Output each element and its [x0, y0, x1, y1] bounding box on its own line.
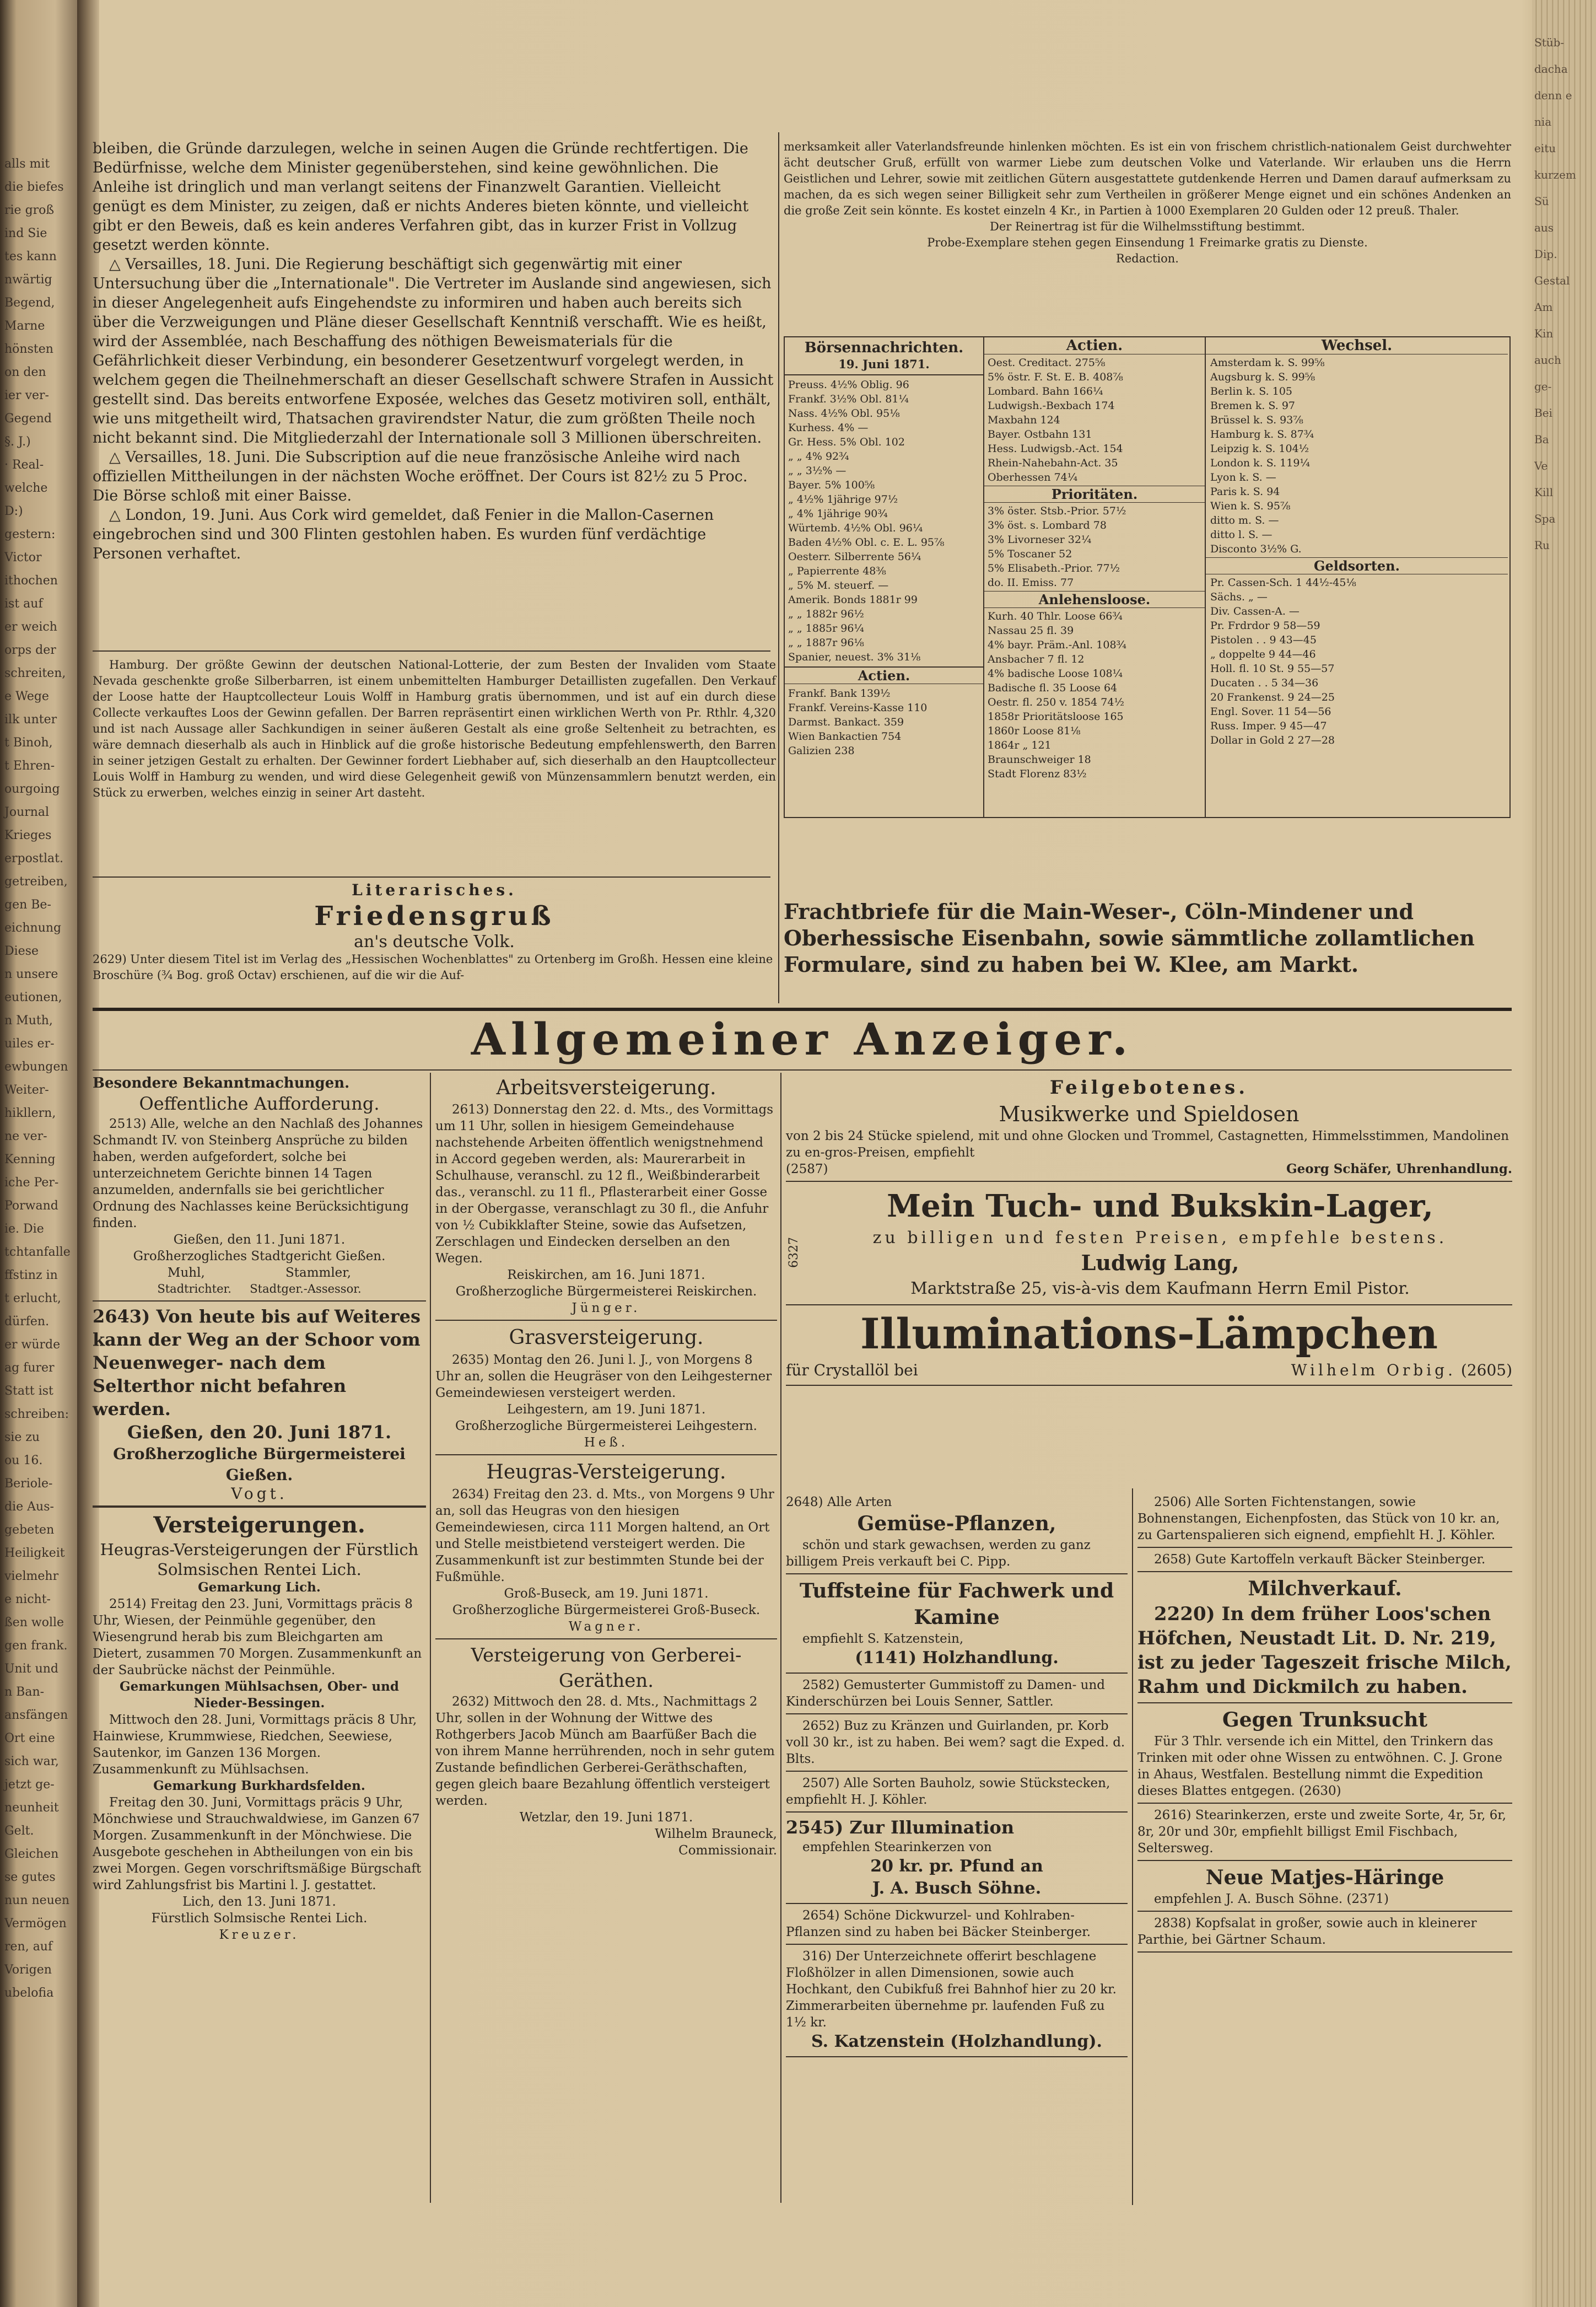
quote-row: 5% östr. F. St. E. B. 408⅞ — [988, 371, 1123, 383]
quote-row: Sächs. „ — — [1210, 591, 1268, 603]
quote-row: „ „ 3½% — — [788, 465, 846, 477]
ad-buz — [786, 1718, 1128, 1767]
literary-subtitle: an's deutsche Volk. — [354, 932, 515, 951]
left-page-fragment: se gutes — [4, 1870, 56, 1884]
quote-row: Holl. fl. 10 St. 9 55—57 — [1210, 663, 1335, 675]
quote-row: 3% Livorneser 32¼ — [988, 534, 1092, 546]
left-page-fragment: ubelofia — [4, 1986, 54, 2000]
left-page-fragment: n Muth, — [4, 1014, 53, 1028]
ad-gem — [786, 1494, 1128, 1570]
rule — [786, 1573, 1128, 1574]
ad-body: empfehlen J. A. Busch Söhne. (2371) — [1154, 1892, 1389, 1906]
ad-b3: J. A. Busch Söhne. — [872, 1879, 1042, 1898]
ad-trunk — [1137, 1707, 1512, 1799]
ad-body: 2654) Schöne Dickwurzel- und Kohlraben-Pflanzen sind zu haben bei Bäcker Steinberger. — [786, 1908, 1091, 1939]
ad-floss — [786, 1948, 1128, 2053]
notice-title: Arbeitsversteigerung. — [496, 1077, 716, 1099]
left-page-fragment: eichnung — [4, 921, 62, 935]
rule — [93, 650, 770, 652]
left-page-fragment: orps der — [4, 643, 56, 657]
left-page-fragment: getreiben, — [4, 875, 68, 889]
literary-title: Friedensgruß — [314, 901, 554, 932]
left-page-fragment: · Real- — [4, 458, 44, 472]
ad-body: 2582) Gemusterter Gummistoff zu Damen- und Kinderschürzen bei Louis Senner, Sattler. — [786, 1678, 1106, 1709]
quote-row: „ 4½% 1jährige 97½ — [788, 493, 898, 506]
right-page-fragment: Stüb- — [1534, 36, 1565, 49]
left-page-fragment: Gelt. — [4, 1824, 34, 1838]
ad-title: Neue Matjes-Häringe — [1205, 1866, 1444, 1889]
left-page-fragment: iche Per- — [4, 1176, 59, 1190]
left-page-fragment: Vermögen — [4, 1917, 67, 1930]
quote-row: Disconto 3½% G. — [1210, 543, 1302, 555]
anl-list — [984, 608, 1205, 782]
left-page-fragment: ourgoing — [4, 782, 60, 796]
left-page-fragment: gen Be- — [4, 898, 51, 912]
ad-b2: (1141) Holzhandlung. — [855, 1648, 1059, 1668]
ad-body: schön und stark gewachsen, werden zu ganz billigem Preis verkauft bei C. Pipp. — [786, 1538, 1091, 1569]
right-page-fragment: denn e — [1534, 89, 1572, 102]
quote-row: Badische fl. 35 Loose 64 — [988, 682, 1118, 694]
right-page-fragment: Ba — [1534, 433, 1549, 446]
right-page-edge — [1532, 0, 1596, 2307]
left-page-fragment: ilk unter — [4, 713, 57, 727]
section-heading: Versteigerungen. — [153, 1512, 365, 1538]
quote-row: Oest. Creditact. 275⅝ — [988, 357, 1106, 369]
prior-list — [984, 503, 1205, 591]
left-page-fragment: Weiter- — [4, 1083, 49, 1097]
quote-row: Maxbahn 124 — [988, 414, 1060, 426]
left-page-fragment: Gleichen — [4, 1847, 59, 1861]
quote-row: Ducaten . . 5 34—36 — [1210, 677, 1319, 689]
notice-title: Heugras-Versteigerung. — [486, 1461, 726, 1483]
ad-mat — [1137, 1864, 1512, 1907]
quote-row: Würtemb. 4½% Obl. 96¼ — [788, 522, 923, 534]
prior-title: Prioritäten. — [984, 486, 1205, 503]
news-column — [93, 139, 776, 563]
quote-row: „ 4% 1jährige 90¾ — [788, 508, 888, 520]
ad-ill — [786, 1816, 1128, 1900]
quote-row: 1864r „ 121 — [988, 739, 1052, 751]
quote-row: Stadt Florenz 83½ — [988, 768, 1087, 780]
left-page-fragment: die Aus- — [4, 1500, 54, 1514]
quote-row: „ „ 4% 92¾ — [788, 450, 849, 463]
quote-row: Baden 4½% Obl. c. E. L. 95⅞ — [788, 536, 945, 548]
quote-row: Lyon k. S. — — [1210, 471, 1276, 483]
wechsel-list — [1206, 354, 1508, 557]
rule — [93, 1069, 1512, 1071]
quote-row: Frankf. Vereins-Kasse 110 — [788, 702, 928, 714]
notice-title: Versteigerung von Gerberei-Geräthen. — [471, 1644, 742, 1692]
left-page-fragment: er würde — [4, 1338, 61, 1352]
left-page-edge — [0, 0, 83, 2307]
ad-column-5 — [1137, 1494, 1512, 1956]
quote-row: Pr. Cassen-Sch. 1 44½-45⅛ — [1210, 577, 1356, 589]
ad-b2: S. Katzenstein (Holzhandlung). — [811, 2032, 1102, 2051]
left-page-fragment: n unsere — [4, 967, 58, 981]
geld-title: Geldsorten. — [1206, 557, 1508, 574]
quote-row: Augsburg k. S. 99⅝ — [1210, 371, 1315, 383]
quote-row: Leipzig k. S. 104½ — [1210, 443, 1309, 455]
right-page-fragment: auch — [1534, 353, 1561, 367]
rule — [1137, 1571, 1512, 1572]
literary-heading: Literarisches. — [352, 881, 517, 899]
ad-body: 2507) Alle Sorten Bauholz, sowie Stückstecken, empfiehlt H. J. Köhler. — [786, 1776, 1110, 1807]
quote-row: Hamburg k. S. 87¾ — [1210, 428, 1314, 440]
left-page-fragment: Marne — [4, 319, 45, 333]
left-page-fragment: ier ver- — [4, 389, 49, 402]
quote-row: London k. S. 119¼ — [1210, 457, 1310, 469]
left-page-fragment: erpostlat. — [4, 852, 63, 865]
left-page-fragment: jetzt ge- — [4, 1778, 55, 1792]
bond-list — [785, 375, 983, 666]
left-page-fragment: gebeten — [4, 1523, 55, 1537]
quote-row: Pistolen . . 9 43—45 — [1210, 634, 1317, 646]
quote-row: Div. Cassen-A. — — [1210, 605, 1300, 617]
quote-row: 5% Elisabeth.-Prior. 77½ — [988, 562, 1120, 574]
left-page-fragment: tes kann — [4, 250, 57, 263]
right-page-fragment: Bei — [1534, 406, 1552, 420]
ad-dick — [786, 1907, 1128, 1940]
quote-row: „ „ 1882r 96½ — [788, 608, 864, 620]
left-page-fragment: nwärtig — [4, 273, 52, 287]
quote-row: Braunschweiger 18 — [988, 754, 1091, 766]
quote-row: Bayer. Ostbahn 131 — [988, 428, 1092, 440]
left-page-fragment: vielmehr — [4, 1569, 59, 1583]
quote-row: Ansbacher 7 fl. 12 — [988, 653, 1085, 665]
quote-row: 5% Toscaner 52 — [988, 548, 1072, 560]
column-rule — [780, 1073, 781, 2203]
quote-row: Russ. Imper. 9 45—47 — [1210, 720, 1327, 732]
news-para: bleiben, die Gründe darzulegen, welche in seinen Augen die Gründe rechtfertigen. Die Bedürfnisse, welche dem Minister gegenüberstehen, sind keine gewöhnlichen. Die Anleihe ist dringlich und man verlangt seitens der Finanzwelt Garantien. Vielleicht genügt es dem Minister, zu zeigen, daß er nichts Anderes bieten könnte, und vielleicht gibt er den Beweis, daß es kein anderes Verfahren gibt, das in kurzer Frist in Vollzug gesetzt werden könnte. — [93, 140, 749, 254]
left-page-fragment: hönsten — [4, 342, 53, 356]
literary-continuation: merksamkeit aller Vaterlandsfreunde hinlenken möchten. Es ist ein von frischem christlich-nationalem Geist durchwehter ächt deutscher Gruß, erfüllt von warmer Liebe zum deutschen Volke und Vaterlande. Wir erlauben uns die Herrn Geistlichen und Lehrer, sowie mit zeitlichen Gütern ausgestattete gutdenkende Herren und Damen darauf aufmerksam zu machen, da es sich wegen seiner Billigkeit sehr zum Vertheilen in größerer Menge eignet und ein schönes Andenken an die große Zeit sein könnte. Es kostet einzeln 4 Kr., in Partien à 1000 Exemplaren 20 Gulden oder 12 preuß. Thaler. Der Reinertrag ist für die Wilhelmsstiftung bestimmt. Probe-Exemplare stehen gegen Einsendung 1 Freimarke gratis zu Dienste. Redaction. — [784, 140, 1511, 265]
right-page-fragment: ge- — [1534, 380, 1552, 393]
quote-row: Engl. Sover. 11 54—56 — [1210, 706, 1331, 718]
left-page-fragment: Begend, — [4, 296, 55, 310]
geld-list — [1206, 574, 1508, 749]
right-page-fragment: dacha — [1534, 62, 1568, 76]
rule — [1137, 1951, 1512, 1953]
left-page-fragment: uiles er- — [4, 1037, 55, 1051]
quote-row: 4% badische Loose 108¼ — [988, 668, 1123, 680]
literary-text: 2629) Unter diesem Titel ist im Verlag des „Hessischen Wochenblattes" zu Ortenberg im Großh. Hessen eine kleine Broschüre (¾ Bog. groß Octav) erschienen, auf die wir die Auf- — [93, 953, 773, 982]
left-page-fragment: alls mit — [4, 157, 50, 171]
left-page-fragment: die biefes — [4, 180, 64, 194]
rule — [1137, 1860, 1512, 1861]
left-page-fragment: er weich — [4, 620, 57, 634]
left-page-fragment: Beriole- — [4, 1477, 53, 1491]
left-page-fragment: Diese — [4, 944, 39, 958]
quote-row: Berlin k. S. 105 — [1210, 385, 1292, 397]
quote-row: 3% öster. Stsb.-Prior. 57½ — [988, 505, 1126, 517]
left-page-fragment: §. J.) — [4, 435, 31, 449]
left-page-fragment: e Wege — [4, 690, 49, 703]
left-page-fragment: neunheit — [4, 1801, 59, 1815]
left-page-fragment: t erlucht, — [4, 1292, 61, 1305]
stock-exchange-table — [784, 336, 1511, 818]
frachtbriefe-notice: Frachtbriefe für die Main-Weser-, Cöln-Mindener und Oberhessische Eisenbahn, sowie sämmtliche zollamtlichen Formulare, sind zu haben bei W. Klee, am Markt. — [784, 899, 1475, 977]
left-page-fragment: ansfängen — [4, 1708, 68, 1722]
left-page-fragment: ewbungen — [4, 1060, 68, 1074]
rule — [1137, 1702, 1512, 1703]
ad-body: 2616) Stearinkerzen, erste und zweite Sorte, 4r, 5r, 6r, 8r, 20r und 30r, empfiehlt billigst Emil Fischbach, Seltersweg. — [1137, 1808, 1507, 1856]
quote-row: Kurh. 40 Thlr. Loose 66¾ — [988, 610, 1123, 622]
ad-gum — [786, 1677, 1128, 1710]
quote-row: ditto m. S. — — [1210, 514, 1279, 526]
quote-row: Oestr. fl. 250 v. 1854 74½ — [988, 696, 1124, 708]
left-page-fragment: e nicht- — [4, 1593, 51, 1606]
left-page-fragment: Statt ist — [4, 1384, 53, 1398]
right-page-fragment: aus — [1534, 221, 1554, 234]
actien1-title: Actien. — [785, 666, 983, 684]
left-page-fragment: Heiligkeit — [4, 1546, 65, 1560]
news-para: △ Versailles, 18. Juni. Die Regierung beschäftigt sich gegenwärtig mit einer Untersuchung über die „Internationale". Die Vertreter im Auslande sind angewiesen, sich in dieser Angelegenheit aufs Eingehendste zu informiren und haben auch bereits sich über die Verzweigungen und Pläne dieser Gesellschaft Kenntniß verschafft. Wie es heißt, wird der Assemblée, nach Beschaffung des nöthigen Beweismaterials für die Gefährlichkeit dieser Verbindung, ein besonderer Gesetzentwurf vorgelegt werden, in welchem gegen die Theilnehmerschaft an dieser Gesellschaft schwere Strafen in Aussicht gestellt sind. Das bereits entworfene Exposée, welches das Gesetz motiviren soll, enthält, wie uns mitgetheilt wird, Thatsachen gravirendster Natur, die zum größten Theile noch nicht bekannt sind. Die Mitgliederzahl der Internationale soll 3 Millionen überschreiten. — [93, 256, 774, 447]
rule — [786, 2056, 1128, 2057]
rule — [1137, 1911, 1512, 1912]
left-page-fragment: Vorigen — [4, 1963, 52, 1977]
ad-milch — [1137, 1575, 1512, 1699]
quote-row: Dollar in Gold 2 27—28 — [1210, 734, 1335, 746]
quote-row: Frankf. 3½% Obl. 81¼ — [788, 393, 909, 405]
ad-body: 2506) Alle Sorten Fichtenstangen, sowie Bohnenstangen, Eichenpfosten, das Stück von 10 kr. an, zu Gartenspalieren sich eignend, empfiehlt H. J. Köhler. — [1137, 1495, 1500, 1542]
ad-t: 2545) Zur Illumination — [786, 1817, 1015, 1838]
quote-row: Galizien 238 — [788, 745, 855, 757]
section-heading: Besondere Bekanntmachungen. — [93, 1075, 350, 1091]
right-page-fragment: kurzem — [1534, 168, 1576, 181]
ad-number: 6327 — [787, 1237, 801, 1268]
quote-row: Bremen k. S. 97 — [1210, 400, 1296, 412]
left-page-fragment: on den — [4, 365, 46, 379]
quote-row: „ Papierrente 48⅜ — [788, 565, 886, 577]
left-page-fragment: ffstinz in — [4, 1268, 58, 1282]
rule — [1137, 1547, 1512, 1548]
literary-section — [93, 881, 776, 983]
right-page-fragment: Ru — [1534, 539, 1550, 552]
ad-title: Tuffsteine für Fachwerk und Kamine — [799, 1579, 1114, 1629]
notice-title: Grasversteigerung. — [509, 1326, 704, 1349]
right-page-fragment: eitu — [1534, 142, 1556, 155]
quote-row: Pr. Frdrdor 9 58—59 — [1210, 620, 1320, 632]
ad-fich — [1137, 1494, 1512, 1544]
quote-row: Rhein-Nahebahn-Act. 35 — [988, 457, 1118, 469]
right-page-fragment: Kin — [1534, 327, 1554, 340]
left-page-fragment: Krieges — [4, 829, 52, 842]
quote-row: Paris k. S. 94 — [1210, 486, 1280, 498]
quote-row: Amerik. Bonds 1881r 99 — [788, 594, 918, 606]
quote-row: Preuss. 4½% Oblig. 96 — [788, 379, 909, 391]
quote-row: 1860r Loose 81⅛ — [988, 725, 1081, 737]
column-rule — [1132, 1488, 1133, 2205]
ad-body: 2838) Kopfsalat in großer, sowie auch in kleinerer Parthie, bei Gärtner Schaum. — [1137, 1916, 1477, 1947]
right-page-fragment: Ve — [1534, 459, 1548, 472]
section-heading: Feilgebotenes. — [1049, 1077, 1249, 1099]
quote-row: „ 5% M. steuerf. — — [788, 579, 889, 591]
left-page-fragment: Victor — [4, 551, 42, 564]
ad-body: empfiehlt S. Katzenstein, — [802, 1632, 964, 1646]
left-page-fragment: ren, auf — [4, 1940, 53, 1954]
right-page-fragment: Sü — [1534, 195, 1549, 208]
left-page-fragment: n Ban- — [4, 1685, 45, 1699]
rule — [786, 1713, 1128, 1714]
left-page-fragment: ist auf — [4, 597, 43, 611]
notice-title: Musikwerke und Spieldosen — [999, 1102, 1300, 1126]
ad-title: Gemüse-Pflanzen, — [857, 1512, 1056, 1535]
rule — [93, 876, 770, 878]
left-page-fragment: Ort eine — [4, 1731, 55, 1745]
ad-body: empfehlen Stearinkerzen von — [802, 1840, 992, 1854]
right-page-fragment: Dip. — [1534, 248, 1557, 261]
left-page-fragment: schreiten, — [4, 666, 66, 680]
left-page-fragment: welche — [4, 481, 48, 495]
right-page-fragment: Gestal — [1534, 274, 1570, 287]
left-page-fragment: Unit und — [4, 1662, 59, 1676]
quote-row: Darmst. Bankact. 359 — [788, 716, 904, 728]
ad-column-3: Feilgebotenes. Musikwerke und Spieldosen von 2 bis 24 Stücke spielend, mit und ohne Glocken und Trommel, Castagnetten, Himmelsstimmen, Mandolinen zu en-gros-Preisen, empfiehlt (2587) Georg Schäfer, Uhrenhandlung. 6327 Mein Tuch- und Bukskin-Lager, zu billigen und festen Preisen, empfehle bestens. Ludwig Lang, Marktstraße 25, vis-à-vis dem Kaufmann Herrn Emil Pistor. Illuminations-Lämpchen für Crystallöl bei Wilhelm Orbig. (2605) — [786, 1075, 1512, 1389]
left-page-fragment: Journal — [4, 805, 50, 819]
left-page-fragment: t Ehren- — [4, 759, 55, 773]
masthead: Allgemeiner Anzeiger. — [471, 1013, 1134, 1065]
left-page-fragment: Gegend — [4, 412, 52, 426]
left-page-fragment: gen frank. — [4, 1639, 68, 1653]
quote-row: Spanier, neuest. 3% 31⅛ — [788, 651, 921, 663]
quote-row: Oberhessen 74¼ — [988, 471, 1078, 483]
quote-row: „ doppelte 9 44—46 — [1210, 648, 1316, 660]
quote-row: Hess. Ludwigsb.-Act. 154 — [988, 443, 1123, 455]
quote-row: Wien Bankactien 754 — [788, 730, 902, 743]
rule — [786, 1673, 1128, 1674]
newspaper-page — [83, 132, 1521, 2222]
left-page-fragment: hikllern, — [4, 1106, 56, 1120]
quote-row: 3% öst. s. Lombard 78 — [988, 519, 1107, 531]
ad-title: Milchverkauf. — [1248, 1577, 1402, 1600]
boerse-date: 19. Juni 1871. — [838, 357, 930, 371]
rule — [786, 1771, 1128, 1772]
rule — [1137, 1803, 1512, 1804]
left-page-fragment: D:) — [4, 504, 23, 518]
quote-row: Wien k. S. 95⅞ — [1210, 500, 1291, 512]
left-page-fragment: sich war, — [4, 1755, 59, 1768]
news-para: △ Versailles, 18. Juni. Die Subscription auf die neue französische Anleihe wird nach offiziellen Mittheilungen in der nächsten Woche eröffnet. Der Cours ist 82½ zu 5 Proc. Die Börse schloß mit einer Baisse. — [93, 449, 748, 504]
quote-row: Oesterr. Silberrente 56¼ — [788, 551, 921, 563]
right-page-fragment: Spa — [1534, 512, 1556, 525]
right-page-fragment: Am — [1534, 300, 1553, 314]
left-page-fragment: Kenning — [4, 1153, 56, 1166]
quote-row: Nassau 25 fl. 39 — [988, 625, 1074, 637]
quote-row: do. II. Emiss. 77 — [988, 577, 1074, 589]
right-page-fragment: nia — [1534, 115, 1552, 128]
left-page-fragment: Porwand — [4, 1199, 58, 1213]
quote-row: Frankf. Bank 139½ — [788, 687, 891, 700]
ad-stear — [1137, 1807, 1512, 1857]
quote-row: 20 Frankenst. 9 24—25 — [1210, 691, 1335, 703]
ad-column-2: Arbeitsversteigerung. 2613) Donnerstag den 22. d. Mts., des Vormittags um 11 Uhr, sollen in hiesigem Gemeindehause nachstehende Arbeiten öffentlich wenigstnehmend in Accord gegeben werden, als: Maurerarbeit in Schulhause, veranschl. zu 12 fl., Weißbinderarbeit das., veranschl. zu 11 fl., Pflasterarbeit einer Gosse in der Obergasse, veranschlagt zu 30 fl., die Anfuhr von ½ Cubikklafter Steine, sowie das Aufsetzen, Zerschlagen und Eindecken derselben an den Wegen. Reiskirchen, am 16. Juni 1871. Großherzogliche Bürgermeisterei Reiskirchen. Jünger. Grasversteigerung. 2635) Montag den 26. Juni l. J., von Morgens 8 Uhr an, sollen die Heugräser von den Leihgesterner Gemeindewiesen versteigert werden. Leihgestern, am 19. Juni 1871. Großherzogliche Bürgermeisterei Leihgestern. Heß. Heugras-Versteigerung. 2634) Freitag den 23. d. Mts., von Morgens 9 Uhr an, soll das Heugras von den hiesigen Gemeindewiesen, circa 111 Morgen haltend, an Ort und Stelle meistbietend versteigert werden. Die Zusammenkunft ist zur bestimmten Stunde bei der Fußmühle. Groß-Buseck, am 19. Juni 1871. Großherzogliche Bürgermeisterei Groß-Buseck. Wagner. Versteigerung von Gerberei-Geräthen. 2632) Mittwoch den 28. d. Mts., Nachmittags 2 Uhr, sollen in der Wohnung der Wittwe des Rothgerbers Jacob Münch am Baarfüßer Bach die von ihrem Manne herrührenden, noch in sehr gutem Zustande befindlichen Gerberei-Geräthschaften, gegen gleich baare Bezahlung öffentlich versteigert werden. Wetzlar, den 19. Juni 1871. Wilhelm Brauneck, Commissionair. — [435, 1075, 777, 1859]
ad-headline: Mein Tuch- und Bukskin-Lager, — [887, 1188, 1433, 1224]
left-page-fragment: ie. Die — [4, 1222, 44, 1236]
left-page-fragment: dürfen. — [4, 1315, 50, 1329]
ad-column-1: Besondere Bekanntmachungen. Oeffentliche Aufforderung. 2513) Alle, welche an den Nachlaß des Johannes Schmandt IV. von Steinberg Ansprüche zu bilden haben, werden aufgefordert, solche bei unterzeichnetem Gerichte binnen 14 Tagen anzumelden, andernfalls sie bei gerichtlicher Ordnung des Nachlasses keine Berücksichtigung finden. Gießen, den 11. Juni 1871. Großherzogliches Stadtgericht Gießen. Muhl, Stammler, Stadtrichter. Stadtger.-Assessor. 2643) Von heute bis auf Weiteres kann der Weg an der Schoor vom Neuenweger- nach dem Selterthor nicht befahren werden. Gießen, den 20. Juni 1871. Großherzogliche Bürgermeisterei Gießen. Vogt. Versteigerungen. Heugras-Versteigerungen der Fürstlich Solmsischen Rentei Lich. Gemarkung Lich. 2514) Freitag den 23. Juni, Vormittags präcis 8 Uhr, Wiesen, der Peinmühle gegenüber, den Wiesengrund herab bis zum Bleichgarten am Dietert, zusammen 70 Morgen. Zusammenkunft an der Saubrücke nächst der Peinmühle. Gemarkungen Mühlsachsen, Ober- und Nieder-Bessingen. Mittwoch den 28. Juni, Vormittags präcis 8 Uhr, Hainwiese, Krummwiese, Riedchen, Seewiese, Sautenkor, im Ganzen 136 Morgen. Zusammenkunft zu Mühlsachsen. Gemarkung Burkhardsfelden. Freitag den 30. Juni, Vormittags präcis 9 Uhr, Mönchwiese und Strauchwaldwiese, im Ganzen 67 Morgen. Zusammenkunft in der Mönchwiese. Die Ausgebote geschehen in Abtheilungen von ein bis zwei Morgen. Gegen vorschriftsmäßige Bürgschaft wird Zahlungsfrist bis Martini l. J. gestattet. Lich, den 13. Juni 1871. Fürstlich Solmsische Rentei Lich. Kreuzer. — [93, 1075, 426, 1943]
quote-row: Bayer. 5% 100⅝ — [788, 479, 875, 491]
left-page-fragment: ou 16. — [4, 1454, 43, 1467]
ad-title: Gegen Trunksucht — [1222, 1708, 1428, 1731]
anl-title: Anlehensloose. — [984, 591, 1205, 608]
left-page-fragment: ne ver- — [4, 1130, 47, 1143]
ad-kopf — [1137, 1915, 1512, 1948]
left-page-fragment: tchtanfalle — [4, 1245, 71, 1259]
ad-headline: Illuminations-Lämpchen — [860, 1309, 1438, 1358]
quote-row: Gr. Hess. 5% Obl. 102 — [788, 436, 905, 448]
right-page-fragment: Kill — [1534, 486, 1554, 499]
ad-body: 316) Der Unterzeichnete offerirt beschlagene Floßhölzer in allen Dimensionen, sowie auch Hochkant, den Cubikfuß frei Bahnhof hier zu 20 kr. Zimmerarbeiten übernehme pr. laufenden Fuß zu 1½ kr. — [786, 1949, 1117, 2030]
quote-row: „ „ 1887r 96⅛ — [788, 637, 864, 649]
quote-row: 4% bayr. Präm.-Anl. 108¾ — [988, 639, 1126, 651]
actien2-list — [984, 354, 1205, 486]
ad-body: 2658) Gute Kartoffeln verkauft Bäcker Steinberger. — [1154, 1552, 1486, 1567]
rule-thick — [93, 1008, 1512, 1011]
column-rule — [430, 1073, 431, 2203]
rule — [786, 1903, 1128, 1904]
boerse-title: Börsennachrichten. — [804, 340, 964, 356]
ad-kart — [1137, 1551, 1512, 1568]
column-rule — [778, 132, 779, 1003]
notice-title: Oeffentliche Aufforderung. — [139, 1093, 380, 1114]
quote-row: Lombard. Bahn 166¼ — [988, 385, 1103, 397]
actien2-title: Actien. — [984, 337, 1205, 354]
left-page-fragment: eutionen, — [4, 991, 62, 1004]
left-page-fragment: gestern: — [4, 528, 56, 541]
left-page-fragment: ind Sie — [4, 227, 47, 240]
left-page-fragment: schreiben: — [4, 1407, 69, 1421]
left-page-fragment: ßen wolle — [4, 1616, 64, 1630]
left-page-fragment: t Binoh, — [4, 736, 53, 750]
actien1-list — [785, 684, 983, 760]
left-page-fragment: ag furer — [4, 1361, 55, 1375]
rule — [786, 1944, 1128, 1945]
lottery-notice: Hamburg. Der größte Gewinn der deutschen National-Lotterie, der zum Besten der Invaliden vom Staate Nevada geschenkte große Silberbarren, ist einem unbemittelten Hamburger Detaillisten zugefallen. Den Verkauf der Loose hatte der Hauptcollecteur Louis Wolff in Hamburg gratis übernommen, und ist auf ein durch diese Collecte verkauftes Loos der Gewinn gefallen. Der Barren repräsentirt einen wirklichen Werth von Pr. Rthlr. 4,320 und ist nach Aussage aller Sachkundigen in seiner äußeren Gestalt als eine große Seltenheit zu betrachten, es wäre demnach dieserhalb als auch in Hinblick auf die große historische Bedeutung empfehlenswerth, den Barren in seiner jetzigen Gestalt zu erhalten. Der Gewinner fordert Liebhaber auf, sich dieserhalb an den Hauptcollecteur Louis Wolff in Hamburg zu wenden, und wird diese Gelegenheit gewiß von Münzensammlern benutzt werden, ein Stück zu erwerben, welches einzig in seiner Art dasteht. — [93, 658, 776, 799]
left-page-fragment: rie groß — [4, 203, 55, 217]
ad-b2: 20 kr. pr. Pfund an — [870, 1857, 1043, 1876]
quote-row: „ „ 1885r 96¼ — [788, 622, 864, 634]
quote-row: Kurhess. 4% — — [788, 422, 869, 434]
quote-row: Ludwigsh.-Bexbach 174 — [988, 400, 1115, 412]
left-page-fragment: nun neuen — [4, 1894, 70, 1907]
quote-row: 1858r Prioritätsloose 165 — [988, 711, 1124, 723]
quote-row: ditto l. S. — — [1210, 529, 1273, 541]
ad-text: 2648) Alle Arten — [786, 1495, 892, 1509]
ad-body: 2220) In dem früher Loos'schen Höfchen, Neustadt Lit. D. Nr. 219, ist zu jeder Tageszeit frische Milch, Rahm und Dickmilch zu haben. — [1137, 1603, 1512, 1698]
ad-body: Für 3 Thlr. versende ich ein Mittel, den Trinkern das Trinken mit oder ohne Wissen zu entwöhnen. C. J. Grone in Ahaus, Westfalen. Bestellung nimmt die Expedition dieses Blattes entgegen. (2630) — [1137, 1734, 1502, 1798]
news-para: △ London, 19. Juni. Aus Cork wird gemeldet, daß Fenier in die Mallon-Casernen eingebrochen sind und 300 Flinten gestohlen haben. Es wurden fünf verdächtige Personen verhaftet. — [93, 507, 714, 562]
quote-row: Amsterdam k. S. 99⅝ — [1210, 357, 1325, 369]
rule — [786, 1811, 1128, 1813]
ad-column-4 — [786, 1494, 1128, 2061]
left-page-fragment: sie zu — [4, 1431, 40, 1444]
left-page-fragment: ithochen — [4, 574, 58, 588]
ad-tuff — [786, 1578, 1128, 1669]
quote-row: Brüssel k. S. 93⅞ — [1210, 414, 1303, 426]
ad-body: 2652) Buz zu Kränzen und Guirlanden, pr. Korb voll 30 kr., ist zu haben. Bei wem? sagt die Exped. d. Blts. — [786, 1719, 1125, 1766]
quote-row: Nass. 4½% Obl. 95⅛ — [788, 407, 900, 420]
wechsel-title: Wechsel. — [1206, 337, 1508, 354]
ad-bau — [786, 1775, 1128, 1808]
